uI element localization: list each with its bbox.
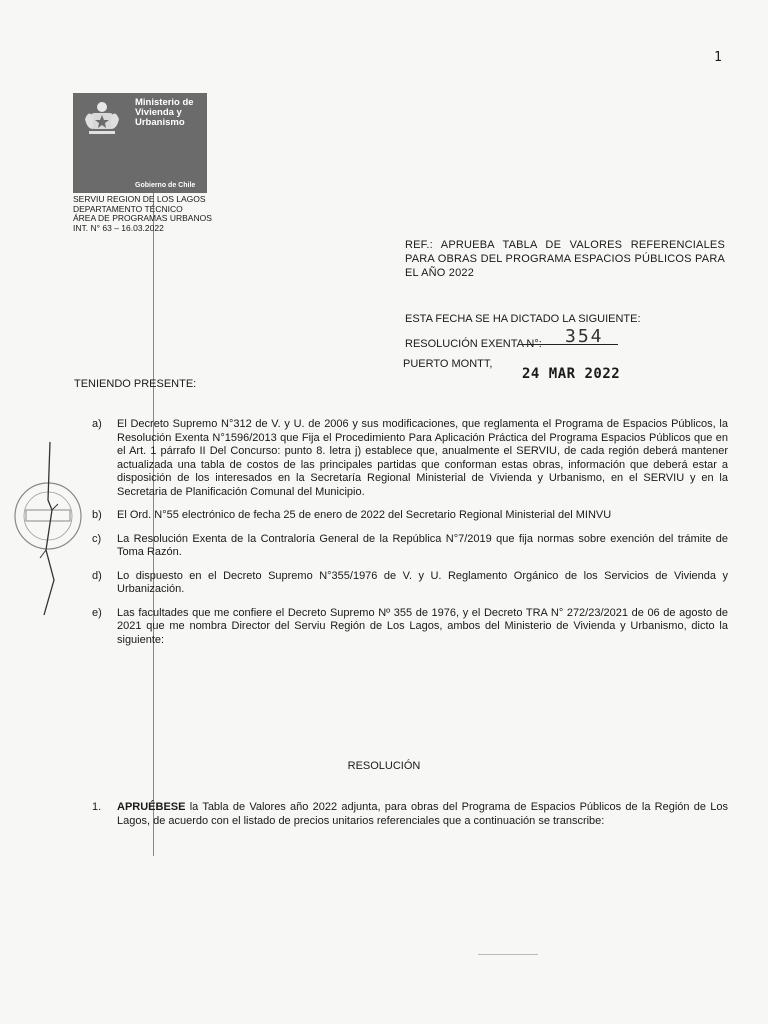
list-marker: d) bbox=[92, 569, 102, 582]
government-label: Gobierno de Chile bbox=[135, 182, 196, 189]
list-item bbox=[92, 607, 728, 648]
department-line: INT. N° 63 – 16.03.2022 bbox=[73, 222, 164, 233]
resolution-heading: RESOLUCIÓN bbox=[347, 760, 421, 772]
article-keyword: APRUÉBESE bbox=[117, 801, 186, 813]
department-block bbox=[73, 195, 212, 233]
scan-mark bbox=[478, 954, 538, 955]
considerations-list bbox=[92, 418, 728, 657]
city-label: PUERTO MONTT, bbox=[403, 358, 493, 370]
reference-text: REF.: APRUEBA TABLA DE VALORES REFERENCIALES PARA OBRAS DEL PROGRAMA ESPACIOS PÚBLICOS PARA EL AÑO 2022 bbox=[405, 239, 725, 279]
list-text: El Ord. N°55 electrónico de fecha 25 de enero de 2022 del Secretario Regional Ministerial del MINVU bbox=[117, 509, 612, 521]
department-line: ÁREA DE PROGRAMAS URBANOS bbox=[73, 213, 212, 223]
list-text: La Resolución Exenta de la Contraloría General de la República N°7/2019 que fija normas sobre exención del trámite de Toma Razón. bbox=[117, 532, 728, 558]
list-item bbox=[92, 570, 728, 597]
page-number: 1 bbox=[714, 50, 722, 65]
article-text bbox=[117, 801, 728, 828]
article-body: la Tabla de Valores año 2022 adjunta, para obras del Programa de Espacios Públicos de la Región de Los Lagos, de acuerdo con el listado de precios unitarios referenciales que a continuación se transcribe: bbox=[117, 801, 728, 827]
resolution-label: RESOLUCIÓN EXENTA N°: bbox=[405, 338, 542, 350]
article-1 bbox=[92, 801, 728, 828]
dictado-line: ESTA FECHA SE HA DICTADO LA SIGUIENTE: bbox=[405, 313, 641, 325]
list-text: El Decreto Supremo N°312 de V. y U. de 2006 y sus modificaciones, que reglamenta el Programa de Espacios Públicos, la Resolución Exenta N°1596/2013 que Fija el Procedimiento Para Aplicación Práctica del Programa Espacios Públicos que en el Art. 1 párrafo II Del Concurso: punto 8. letra j) establece que, anualmente el SERVIU, de cada región deberá mantener actualizada una tabla de costos de las principales partidas que conforman estas obras, información que deberá estar a disposición de los interesados en la Secretaría Regional Ministerial de Vivienda y Urbanismo, en el SERVIU y en la Secretaria de Planificación Comunal del Municipio. bbox=[117, 418, 728, 498]
ministry-name: Ministerio de Vivienda y Urbanismo bbox=[135, 97, 194, 128]
list-item bbox=[92, 418, 728, 499]
considerations-heading: TENIENDO PRESENTE: bbox=[74, 378, 197, 390]
department-line: DEPARTAMENTO TÉCNICO bbox=[73, 203, 183, 214]
list-text: Las facultades que me confiere el Decreto Supremo Nº 355 de 1976, y el Decreto TRA N° 272/23/2021 de 06 de agosto de 2021 que me nombra Director del Serviu Región de Los Lagos, ambos del Ministerio de Vivienda y Urbanismo, dicto la siguiente: bbox=[117, 606, 728, 646]
list-item bbox=[92, 509, 728, 523]
list-marker: b) bbox=[92, 509, 102, 521]
list-item bbox=[92, 533, 728, 560]
department-line: SERVIU REGION DE LOS LAGOS bbox=[73, 194, 206, 204]
article-marker: 1. bbox=[92, 801, 102, 813]
handwritten-signature-icon bbox=[36, 440, 64, 620]
chile-coat-of-arms-icon bbox=[81, 99, 123, 137]
list-text: Lo dispuesto en el Decreto Supremo N°355/1976 de V. y U. Reglamento Orgánico de los Servicios de Vivienda y Urbanización. bbox=[117, 569, 728, 595]
list-marker: c) bbox=[92, 532, 102, 545]
ministry-logo bbox=[73, 93, 207, 193]
resolution-number: 354 bbox=[565, 326, 604, 347]
list-marker: e) bbox=[92, 606, 102, 619]
date-stamp: 24 MAR 2022 bbox=[522, 366, 621, 382]
list-marker: a) bbox=[92, 418, 102, 430]
